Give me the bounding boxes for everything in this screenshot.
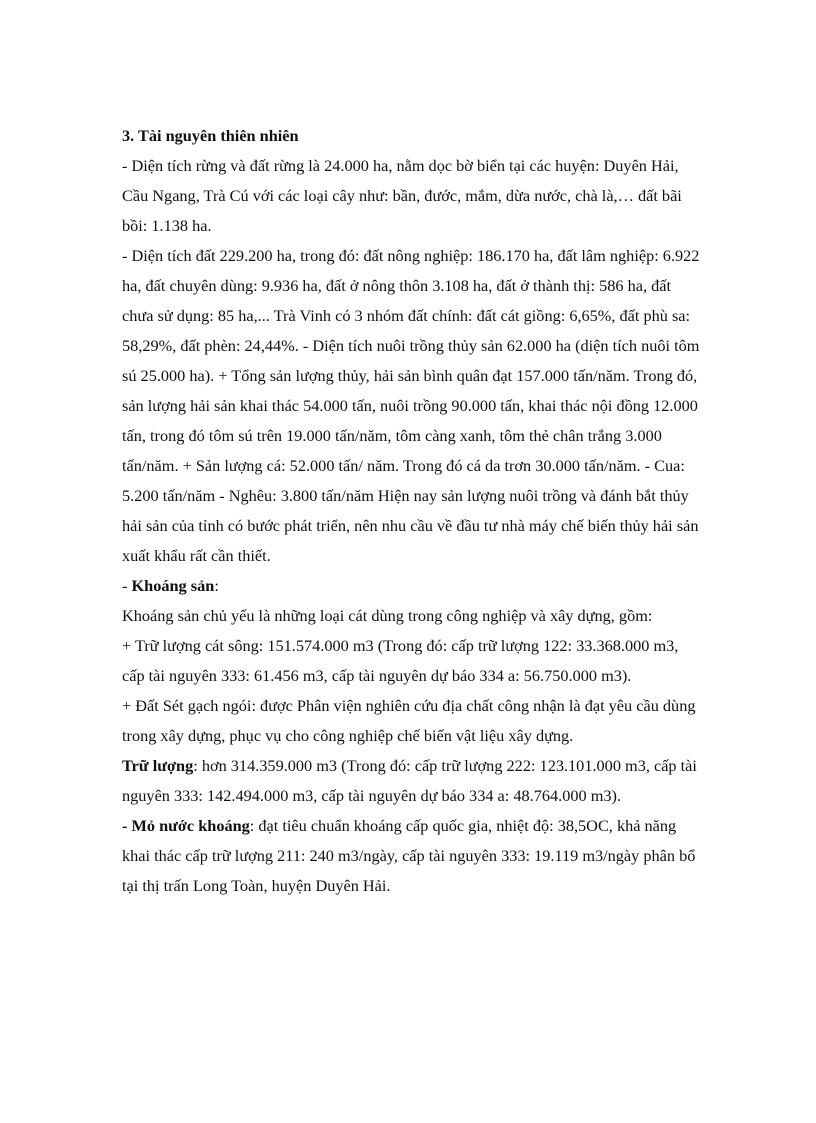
paragraph-reserve (122, 751, 702, 811)
reserve-text: : hơn 314.359.000 m3 (Trong đó: cấp trữ lượng 222: 123.101.000 m3, cấp tài nguyên 333: 142.494.000 m3, cấp tài nguyên dự báo 334 a: 48.764.000 m3). (122, 756, 697, 805)
minerals-suffix: : (214, 576, 219, 595)
mineral-water-text: : đạt tiêu chuẩn khoáng cấp quốc gia, nhiệt độ: 38,5OC, khả năng khai thác cấp trữ lượng 211: 240 m3/ngày, cấp tài nguyên 333: 19.119 m3/ngày phân bổ tại thị trấn Long Toàn, huyện Duyên Hải. (122, 816, 696, 895)
paragraph-minerals-heading (122, 571, 702, 601)
paragraph-forest: - Diện tích rừng và đất rừng là 24.000 ha, nằm dọc bờ biển tại các huyện: Duyên Hải, Cầu Ngang, Trà Cú với các loại cây như: bần, đước, mắm, dừa nước, chà là,… đất bãi bồi: 1.138 ha. (122, 156, 682, 235)
paragraph-minerals-intro: Khoáng sản chủ yếu là những loại cát dùng trong công nghiệp và xây dựng, gồm: (122, 606, 653, 625)
mineral-water-heading: - Mỏ nước khoáng (122, 816, 250, 835)
minerals-prefix: - (122, 576, 132, 595)
document-body (122, 121, 702, 901)
reserve-heading: Trữ lượng (122, 756, 194, 775)
paragraph-sand: + Trữ lượng cát sông: 151.574.000 m3 (Trong đó: cấp trữ lượng 122: 33.368.000 m3, cấp tài nguyên 333: 61.456 m3, cấp tài nguyên dự báo 334 a: 56.750.000 m3). (122, 636, 679, 685)
section-title: 3. Tài nguyên thiên nhiên (122, 126, 299, 145)
paragraph-land: - Diện tích đất 229.200 ha, trong đó: đất nông nghiệp: 186.170 ha, đất lâm nghiệp: 6.922 ha, đất chuyên dùng: 9.936 ha, đất ở nông thôn 3.108 ha, đất ở thành thị: 586 ha, đất chưa sử dụng: 85 ha,... Trà Vinh có 3 nhóm đất chính: đất cát giồng: 6,65%, đất phù sa: 58,29%, đất phèn: 24,44%. - Diện tích nuôi trồng thủy sản 62.000 ha (diện tích nuôi tôm sú 25.000 ha). + Tổng sản lượng thủy, hải sản bình quân đạt 157.000 tấn/năm. Trong đó, sản lượng hải sản khai thác 54.000 tấn, nuôi trồng 90.000 tấn, khai thác nội đồng 12.000 tấn, trong đó tôm sú trên 19.000 tấn/năm, tôm càng xanh, tôm thẻ chân trắng 3.000 tấn/năm. + Sản lượng cá: 52.000 tấn/ năm. Trong đó cá da trơn 30.000 tấn/năm. - Cua: 5.200 tấn/năm - Nghêu: 3.800 tấn/năm Hiện nay sản lượng nuôi trồng và đánh bắt thủy hải sản của tỉnh có bước phát triển, nên nhu cầu về đầu tư nhà máy chế biến thủy hải sản xuất khẩu rất cần thiết. (122, 246, 700, 565)
paragraph-mineral-water (122, 811, 702, 901)
minerals-heading: Khoáng sản (131, 576, 215, 595)
paragraph-clay: + Đất Sét gạch ngói: được Phân viện nghiên cứu địa chất công nhận là đạt yêu cầu dùng trong xây dựng, phục vụ cho công nghiệp chế biến vật liệu xây dựng. (122, 696, 696, 745)
